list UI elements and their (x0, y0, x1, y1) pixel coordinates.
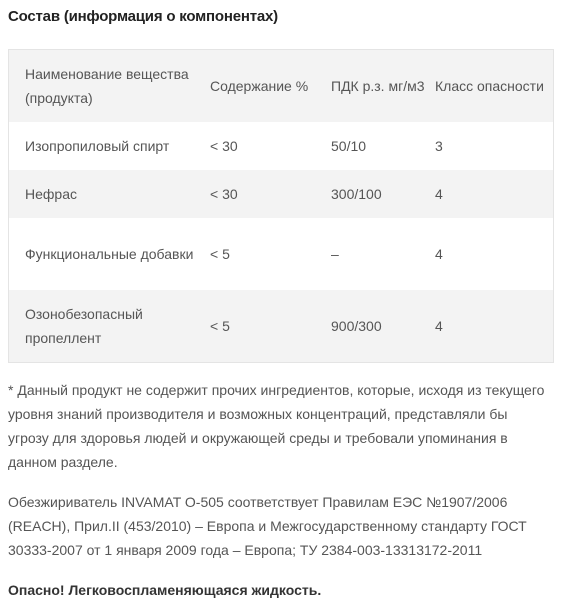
cell-content: < 5 (210, 218, 331, 290)
hazard-warning: Опасно! Легковоспламеняющаяся жидкость. (8, 582, 322, 598)
cell-pdk: 900/300 (331, 290, 435, 362)
compliance-text: Обезжириватель INVAMAT O-505 соответствует Правилам ЕЭС №1907/2006 (REACH), Прил.II (453/2010) – Европа и Межгосударственному стандарту ГОСТ 30333-2007 от 1 января 2009 года – Европа; ТУ 2384-003-13313172-2011 (8, 494, 527, 558)
cell-hazard-class: 4 (435, 218, 553, 290)
header-substance-name: Наименование вещества (продукта) (25, 66, 189, 106)
cell-substance-name: Изопропиловый спирт (9, 122, 210, 170)
header-content: Содержание % (210, 78, 309, 94)
cell-pdk: 50/10 (331, 122, 435, 170)
table-row (9, 170, 553, 218)
composition-table (8, 49, 554, 363)
table-row (9, 290, 553, 362)
table-row (9, 122, 553, 170)
header-hazard-class: Класс опасности (435, 78, 544, 94)
cell-pdk: – (331, 218, 435, 290)
cell-substance-name: Озонобезопасный пропеллент (9, 290, 210, 362)
table-header-row (9, 50, 553, 122)
header-pdk: ПДК р.з. мг/м3 (331, 78, 425, 94)
cell-hazard-class: 4 (435, 290, 553, 362)
cell-content: < 30 (210, 170, 331, 218)
cell-substance-name: Нефрас (9, 170, 210, 218)
cell-content: < 5 (210, 290, 331, 362)
cell-hazard-class: 3 (435, 122, 553, 170)
footnote-text: * Данный продукт не содержит прочих ингредиентов, которые, исходя из текущего уровня знаний производителя и возможных концентраций, представляли бы угрозу для здоровья людей и окружающей среды и требовали упоминания в данном разделе. (8, 382, 545, 470)
cell-hazard-class: 4 (435, 170, 553, 218)
cell-substance-name: Функциональные добавки (9, 218, 210, 290)
section-title: Состав (информация о компонентах) (8, 8, 278, 25)
cell-pdk: 300/100 (331, 170, 435, 218)
table-row (9, 218, 553, 290)
cell-content: < 30 (210, 122, 331, 170)
